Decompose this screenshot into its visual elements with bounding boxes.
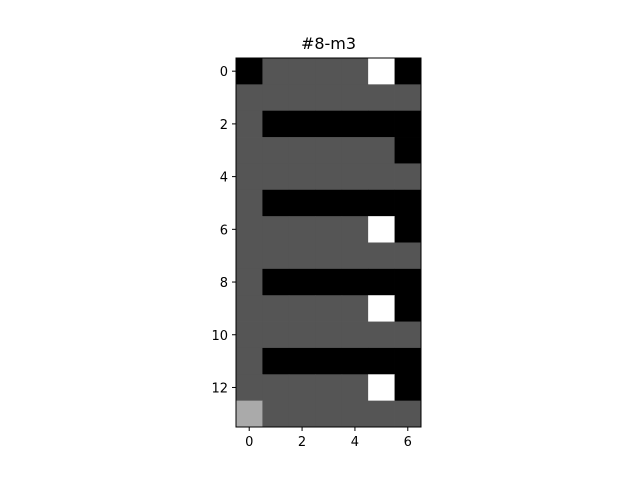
heatmap-cell xyxy=(262,295,289,322)
heatmap-cell xyxy=(236,322,263,349)
heatmap-cell xyxy=(315,163,342,190)
heatmap-cell xyxy=(262,84,289,111)
heatmap-cell xyxy=(395,216,422,243)
x-tick-label: 2 xyxy=(297,435,307,450)
heatmap-cell xyxy=(395,111,422,138)
heatmap-cell xyxy=(368,216,395,243)
heatmap-cell xyxy=(368,163,395,190)
heatmap-cell xyxy=(262,401,289,428)
heatmap-cell xyxy=(395,190,422,217)
heatmap-cell xyxy=(289,190,316,217)
heatmap-cell xyxy=(315,269,342,296)
heatmap-cells xyxy=(236,58,421,427)
heatmap-cell xyxy=(289,322,316,349)
heatmap-cell xyxy=(236,295,263,322)
y-tick-label: 4 xyxy=(219,170,228,186)
heatmap-cell xyxy=(342,137,369,164)
heatmap-cell xyxy=(315,295,342,322)
y-tick-label: 12 xyxy=(211,381,228,397)
heatmap-cell xyxy=(236,111,263,138)
y-axis xyxy=(211,65,236,396)
heatmap-cell xyxy=(395,269,422,296)
heatmap-cell xyxy=(236,401,263,428)
heatmap-cell xyxy=(342,269,369,296)
heatmap-cell xyxy=(236,84,263,111)
heatmap-cell xyxy=(262,243,289,270)
heatmap-cell xyxy=(342,374,369,401)
heatmap-cell xyxy=(236,216,263,243)
heatmap-cell xyxy=(342,243,369,270)
y-tick-label: 2 xyxy=(219,117,228,133)
heatmap-cell xyxy=(368,58,395,85)
y-tick-label: 6 xyxy=(219,223,228,239)
heatmap-cell xyxy=(395,243,422,270)
heatmap-cell xyxy=(289,111,316,138)
heatmap-cell xyxy=(342,295,369,322)
heatmap-cell xyxy=(395,322,422,349)
heatmap-cell xyxy=(289,84,316,111)
heatmap-cell xyxy=(395,84,422,111)
heatmap-cell xyxy=(315,84,342,111)
heatmap-cell xyxy=(395,58,422,85)
heatmap-cell xyxy=(289,295,316,322)
heatmap-cell xyxy=(368,190,395,217)
chart-title: #8-m3 xyxy=(300,34,357,53)
y-tick-label: 10 xyxy=(211,328,228,344)
heatmap-cell xyxy=(262,190,289,217)
heatmap-cell xyxy=(368,137,395,164)
heatmap-cell xyxy=(262,374,289,401)
heatmap-cell xyxy=(315,111,342,138)
heatmap-cell xyxy=(342,84,369,111)
heatmap-cell xyxy=(289,243,316,270)
heatmap-cell xyxy=(262,216,289,243)
x-tick-label: 6 xyxy=(403,435,412,450)
heatmap-cell xyxy=(368,295,395,322)
heatmap-cell xyxy=(262,322,289,349)
heatmap-cell xyxy=(368,243,395,270)
x-tick-label: 4 xyxy=(350,435,360,450)
heatmap-cell xyxy=(236,269,263,296)
heatmap-cell xyxy=(289,374,316,401)
heatmap-cell xyxy=(315,216,342,243)
heatmap-cell xyxy=(395,295,422,322)
heatmap-cell xyxy=(289,58,316,85)
heatmap-cell xyxy=(236,374,263,401)
heatmap-cell xyxy=(342,348,369,375)
heatmap-cell xyxy=(395,163,422,190)
y-tick-label: 8 xyxy=(219,276,228,292)
heatmap-cell xyxy=(315,401,342,428)
heatmap-cell xyxy=(315,348,342,375)
heatmap-cell xyxy=(262,163,289,190)
heatmap-cell xyxy=(342,401,369,428)
heatmap-cell xyxy=(368,84,395,111)
heatmap-cell xyxy=(315,58,342,85)
heatmap-cell xyxy=(236,190,263,217)
heatmap-cell xyxy=(315,322,342,349)
heatmap-cell xyxy=(368,348,395,375)
heatmap-cell xyxy=(315,374,342,401)
heatmap-cell xyxy=(342,163,369,190)
heatmap-cell xyxy=(289,216,316,243)
heatmap-cell xyxy=(342,322,369,349)
heatmap-cell xyxy=(368,401,395,428)
heatmap-cell xyxy=(289,348,316,375)
heatmap-cell xyxy=(236,58,263,85)
y-tick-label: 0 xyxy=(219,65,228,81)
heatmap-cell xyxy=(289,269,316,296)
heatmap-cell xyxy=(315,243,342,270)
heatmap-cell xyxy=(368,374,395,401)
heatmap-cell xyxy=(262,269,289,296)
heatmap-cell xyxy=(395,401,422,428)
heatmap-cell xyxy=(236,163,263,190)
heatmap-cell xyxy=(236,348,263,375)
heatmap-cell xyxy=(289,401,316,428)
heatmap-cell xyxy=(289,137,316,164)
heatmap-cell xyxy=(342,216,369,243)
heatmap-cell xyxy=(368,111,395,138)
heatmap-cell xyxy=(315,137,342,164)
x-axis xyxy=(245,427,412,450)
heatmap-cell xyxy=(315,190,342,217)
heatmap-cell xyxy=(236,243,263,270)
heatmap-cell xyxy=(368,269,395,296)
heatmap-cell xyxy=(236,137,263,164)
heatmap-cell xyxy=(262,58,289,85)
heatmap-cell xyxy=(342,190,369,217)
heatmap-cell xyxy=(395,374,422,401)
heatmap-cell xyxy=(262,348,289,375)
heatmap-cell xyxy=(342,58,369,85)
heatmap-cell xyxy=(262,137,289,164)
heatmap-cell xyxy=(368,322,395,349)
heatmap-cell xyxy=(395,348,422,375)
heatmap-cell xyxy=(395,137,422,164)
x-tick-label: 0 xyxy=(245,435,254,450)
heatmap-cell xyxy=(289,163,316,190)
heatmap-cell xyxy=(342,111,369,138)
heatmap-cell xyxy=(262,111,289,138)
